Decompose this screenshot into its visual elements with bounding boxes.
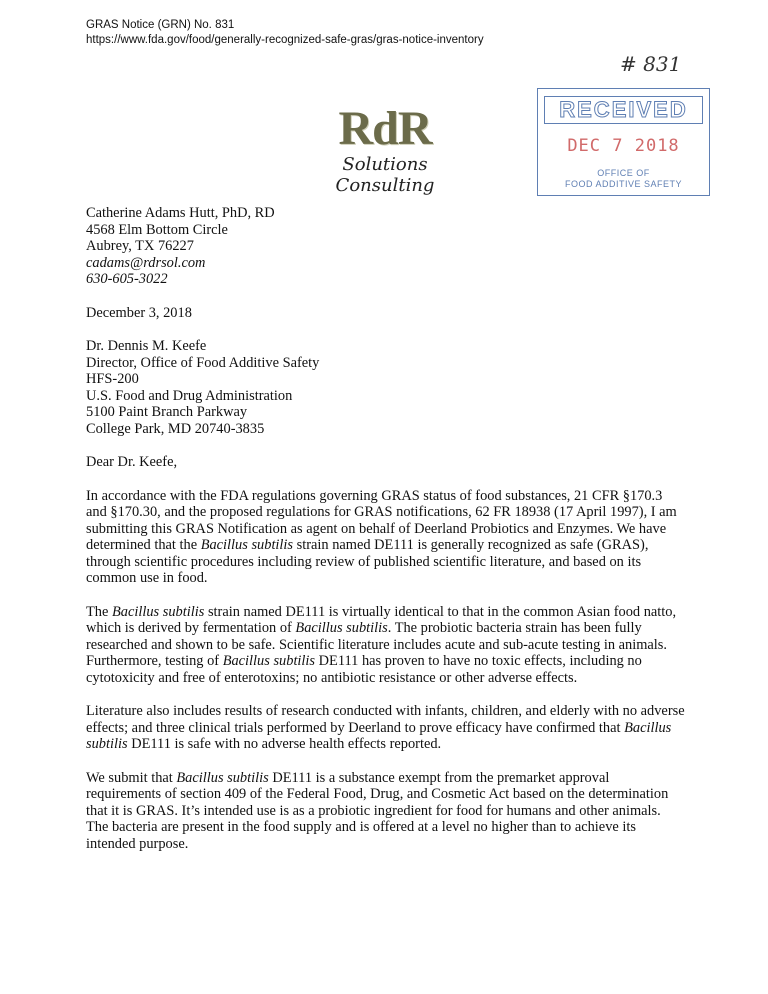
sender-block: [86, 205, 686, 288]
sender-name: Catherine Adams Hutt, PhD, RD: [86, 205, 275, 221]
recipient-name: Dr. Dennis M. Keefe: [86, 338, 207, 354]
logo-mark: RdR: [338, 102, 432, 155]
paragraph-3: Literature also includes results of research conducted with infants, children, and elderly with no adverse effects; and three clinical trials performed by Deerland to prove efficacy have confirmed that Bacillus subtilis DE111 is safe with no adverse health effects reported.: [86, 703, 685, 752]
source-url: https://www.fda.gov/food/generally-recognized-safe-gras/gras-notice-inventory: [86, 34, 484, 46]
grn-notice-label: GRAS Notice (GRN) No. 831: [86, 19, 235, 31]
paragraph-2: The Bacillus subtilis strain named DE111 is virtually identical to that in the common Asian food natto, which is derived by fermentation of Bacillus subtilis. The probiotic bacteria strain has been fully researched and shown to be safe. Scientific literature includes acute and sub-acute testing in animals. Furthermore, testing of Bacillus subtilis DE111 has proven to have no toxic effects, including no cytotoxicity and free of enterotoxins; no antibiotic resistance or other adverse effects.: [86, 603, 677, 686]
letter-body: [86, 205, 686, 869]
stamp-title: RECEIVED: [544, 96, 703, 124]
paragraph-4: We submit that Bacillus subtilis DE111 is a substance exempt from the premarket approval requirements of section 409 of the Federal Food, Drug, and Cosmetic Act based on the determination that it is GRAS. It’s intended use is as a probiotic ingredient for food for humans and other animals. The bacteria are present in the food supply and is offered at a level no higher than to achieve its intended purpose.: [86, 769, 669, 852]
sender-phone: 630-605-3022: [86, 271, 168, 287]
salutation: Dear Dr. Keefe,: [86, 454, 178, 470]
letter-date: December 3, 2018: [86, 304, 192, 321]
stamp-date: DEC 7 2018: [567, 136, 680, 156]
handwritten-notice-number: # 831: [620, 52, 682, 76]
recipient-block: [86, 338, 686, 437]
recipient-mail-code: HFS-200: [86, 371, 139, 387]
stamp-office-line1: OFFICE OF: [597, 168, 650, 178]
recipient-street: 5100 Paint Branch Parkway: [86, 404, 248, 420]
company-logo: [300, 102, 470, 196]
stamp-office-line2: FOOD ADDITIVE SAFETY: [564, 179, 682, 189]
page-header: [86, 18, 484, 48]
recipient-city: College Park, MD 20740-3835: [86, 420, 265, 437]
paragraph-1: In accordance with the FDA regulations governing GRAS status of food substances, 21 CFR §170.3 and §170.30, and the proposed regulations for GRAS notifications, 62 FR 18938 (17 April 1997), I am submitting this GRAS Notification as agent on behalf of Deerland Probiotics and Enzymes. We have determined that the Bacillus subtilis strain named DE111 is generally recognized as safe (GRAS), through scientific procedures including review of published scientific literature, and based on its common use in food.: [86, 487, 677, 586]
sender-email: cadams@rdrsol.com: [86, 254, 206, 271]
recipient-agency: U.S. Food and Drug Administration: [86, 387, 293, 404]
sender-street: 4568 Elm Bottom Circle: [86, 221, 228, 238]
logo-tagline: Solutions Consulting: [335, 154, 435, 196]
stamp-office: [538, 168, 709, 190]
sender-city: Aubrey, TX 76227: [86, 238, 194, 254]
recipient-title: Director, Office of Food Additive Safety: [86, 354, 320, 371]
received-stamp: [537, 88, 710, 196]
